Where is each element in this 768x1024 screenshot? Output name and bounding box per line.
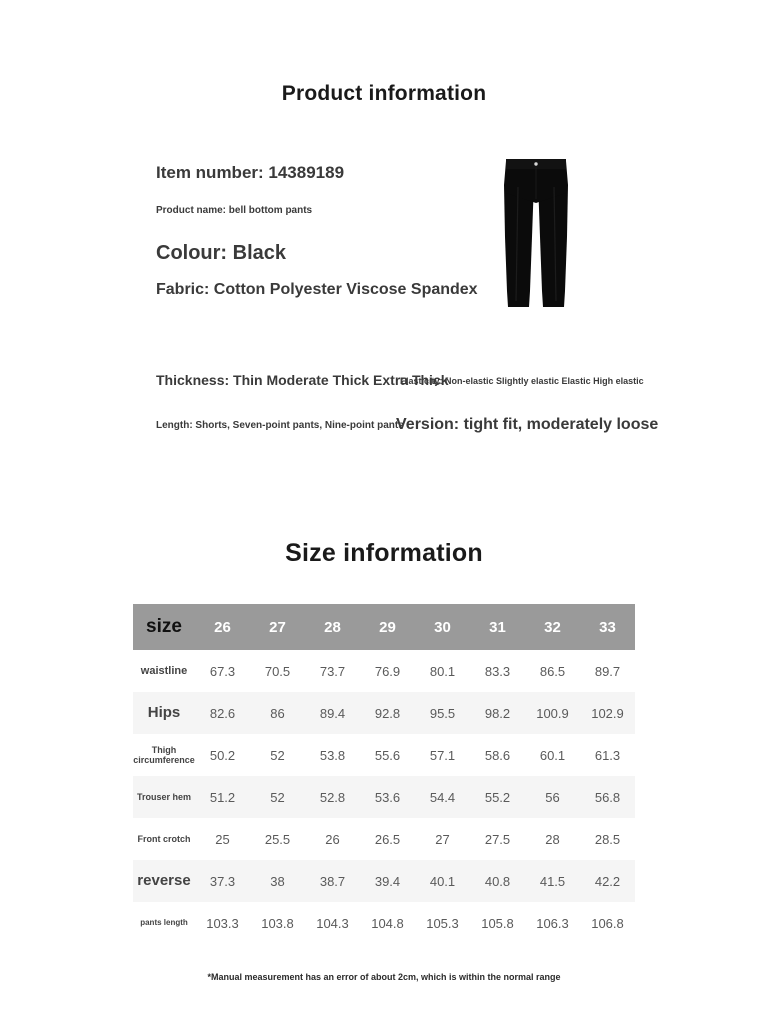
cell-pants-length-size-33: 106.8 <box>591 915 624 931</box>
header-cell-size-28: 28 <box>324 618 341 636</box>
cell-hips-size-31: 98.2 <box>484 705 511 721</box>
table-row <box>133 650 635 692</box>
cell-thigh-circumference-size-30: 57.1 <box>429 747 456 763</box>
product-thickness: Thickness: Thin Moderate Thick Extra Thick <box>156 372 449 388</box>
cell-reverse-size-31: 40.8 <box>484 873 511 889</box>
header-cell-size-30: 30 <box>434 618 451 636</box>
cell-hips-size-27: 86 <box>270 705 285 721</box>
cell-trouser-hem-size-31: 55.2 <box>484 789 511 805</box>
cell-thigh-circumference-size-31: 58.6 <box>484 747 511 763</box>
cell-reverse-size-26: 37.3 <box>209 873 236 889</box>
cell-pants-length-size-31: 105.8 <box>481 915 514 931</box>
pants-illustration <box>488 141 584 313</box>
attribute-row-thickness-elasticity <box>156 372 644 416</box>
page-title-product-information: Product information <box>281 82 487 105</box>
row-label-front-crotch: Front crotch <box>137 833 191 844</box>
size-table-head <box>133 604 635 650</box>
cell-front-crotch-size-31: 27.5 <box>484 831 511 847</box>
cell-waistline-size-30: 80.1 <box>429 663 456 679</box>
cell-waistline-size-33: 89.7 <box>594 663 621 679</box>
row-label-reverse: reverse <box>137 872 191 890</box>
cell-thigh-circumference-size-26: 50.2 <box>209 747 236 763</box>
cell-waistline-size-31: 83.3 <box>484 663 511 679</box>
header-cell-size: size <box>146 616 182 637</box>
cell-reverse-size-33: 42.2 <box>594 873 621 889</box>
table-row <box>133 902 635 944</box>
cell-front-crotch-size-32: 28 <box>545 831 560 847</box>
cell-thigh-circumference-size-33: 61.3 <box>594 747 621 763</box>
cell-reverse-size-28: 38.7 <box>319 873 346 889</box>
pants-button-icon <box>534 162 537 165</box>
row-label-trouser-hem: Trouser hem <box>136 791 192 802</box>
product-fabric: Fabric: Cotton Polyester Viscose Spandex <box>156 281 478 298</box>
cell-trouser-hem-size-28: 52.8 <box>319 789 346 805</box>
product-version: Version: tight fit, moderately loose <box>396 416 659 433</box>
cell-hips-size-29: 92.8 <box>374 705 401 721</box>
cell-trouser-hem-size-29: 53.6 <box>374 789 401 805</box>
size-table-header-row <box>133 604 635 650</box>
header-cell-size-32: 32 <box>544 618 561 636</box>
cell-waistline-size-27: 70.5 <box>264 663 291 679</box>
size-table-footnote: *Manual measurement has an error of about 2cm, which is within the normal range <box>207 972 561 982</box>
header-cell-size-33: 33 <box>599 618 616 636</box>
header-cell-size-31: 31 <box>489 618 506 636</box>
cell-thigh-circumference-size-29: 55.6 <box>374 747 401 763</box>
cell-thigh-circumference-size-32: 60.1 <box>539 747 566 763</box>
product-item-number: Item number: 14389189 <box>156 163 345 182</box>
cell-thigh-circumference-size-27: 52 <box>270 747 285 763</box>
cell-trouser-hem-size-27: 52 <box>270 789 285 805</box>
header-cell-size-26: 26 <box>214 618 231 636</box>
size-table-body <box>133 650 635 944</box>
row-label-thigh-circumference: Thigh circumference <box>133 744 195 765</box>
cell-pants-length-size-30: 105.3 <box>426 915 459 931</box>
cell-trouser-hem-size-26: 51.2 <box>209 789 236 805</box>
cell-waistline-size-29: 76.9 <box>374 663 401 679</box>
cell-hips-size-33: 102.9 <box>591 705 624 721</box>
cell-hips-size-26: 82.6 <box>209 705 236 721</box>
cell-front-crotch-size-29: 26.5 <box>374 831 401 847</box>
cell-thigh-circumference-size-28: 53.8 <box>319 747 346 763</box>
header-cell-size-29: 29 <box>379 618 396 636</box>
cell-hips-size-30: 95.5 <box>429 705 456 721</box>
row-label-hips: Hips <box>147 704 181 722</box>
product-colour: Colour: Black <box>156 242 287 264</box>
cell-pants-length-size-32: 106.3 <box>536 915 569 931</box>
cell-hips-size-28: 89.4 <box>319 705 346 721</box>
product-length: Length: Shorts, Seven-point pants, Nine-point pants <box>156 420 404 431</box>
cell-waistline-size-26: 67.3 <box>209 663 236 679</box>
size-table-container <box>133 604 635 944</box>
cell-pants-length-size-29: 104.8 <box>371 915 404 931</box>
cell-hips-size-32: 100.9 <box>536 705 569 721</box>
cell-pants-length-size-28: 104.3 <box>316 915 349 931</box>
row-label-waistline: waistline <box>140 664 188 677</box>
table-row <box>133 860 635 902</box>
product-details-block <box>156 163 478 299</box>
cell-reverse-size-32: 41.5 <box>539 873 566 889</box>
size-chart-table <box>133 604 635 944</box>
table-row <box>133 734 635 776</box>
table-row <box>133 818 635 860</box>
cell-reverse-size-29: 39.4 <box>374 873 401 889</box>
table-row <box>133 692 635 734</box>
cell-front-crotch-size-30: 27 <box>435 831 450 847</box>
cell-trouser-hem-size-32: 56 <box>545 789 560 805</box>
product-attributes-block <box>156 372 659 460</box>
cell-front-crotch-size-26: 25 <box>215 831 230 847</box>
table-row <box>133 776 635 818</box>
product-name: Product name: bell bottom pants <box>156 205 313 216</box>
cell-pants-length-size-26: 103.3 <box>206 915 239 931</box>
cell-reverse-size-27: 38 <box>270 873 285 889</box>
attribute-row-length-version <box>156 416 659 460</box>
row-label-pants-length: pants length <box>140 918 188 928</box>
cell-pants-length-size-27: 103.8 <box>261 915 294 931</box>
cell-reverse-size-30: 40.1 <box>429 873 456 889</box>
cell-waistline-size-28: 73.7 <box>319 663 346 679</box>
cell-front-crotch-size-33: 28.5 <box>594 831 621 847</box>
cell-trouser-hem-size-30: 54.4 <box>429 789 456 805</box>
product-elasticity: Elasticity: Non-elastic Slightly elastic Elastic High elastic <box>400 376 644 386</box>
page-title-size-information: Size information <box>285 539 483 567</box>
cell-front-crotch-size-27: 25.5 <box>264 831 291 847</box>
cell-waistline-size-32: 86.5 <box>539 663 566 679</box>
cell-trouser-hem-size-33: 56.8 <box>594 789 621 805</box>
product-image-bell-bottom-pants <box>488 141 584 313</box>
header-cell-size-27: 27 <box>269 618 286 636</box>
cell-front-crotch-size-28: 26 <box>325 831 340 847</box>
